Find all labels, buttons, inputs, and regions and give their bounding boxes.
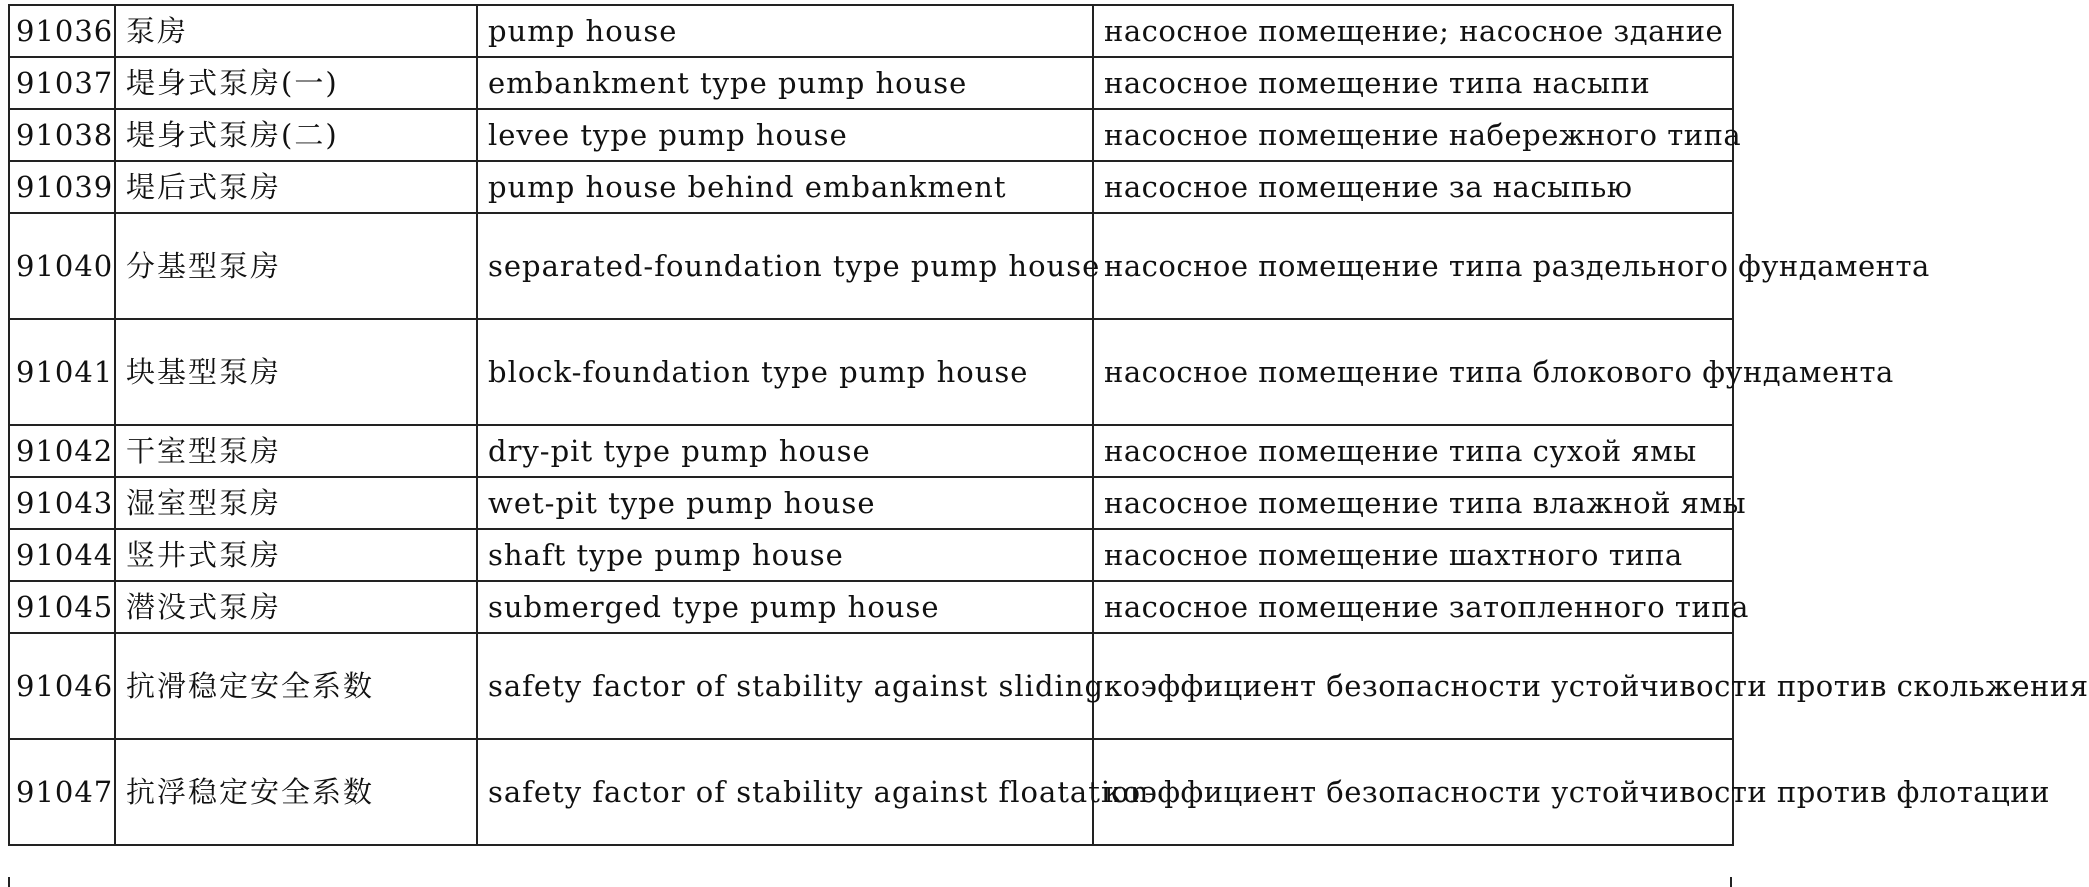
term-chinese: 抗滑稳定安全系数 bbox=[115, 633, 477, 739]
term-english: separated-foundation type pump house bbox=[477, 213, 1093, 319]
term-number: 91043 bbox=[9, 477, 115, 529]
term-english: levee type pump house bbox=[477, 109, 1093, 161]
term-russian: насосное помещение типа раздельного фундамента bbox=[1093, 213, 1733, 319]
term-chinese: 堤后式泵房 bbox=[115, 161, 477, 213]
term-chinese: 块基型泵房 bbox=[115, 319, 477, 425]
term-chinese: 堤身式泵房(一) bbox=[115, 57, 477, 109]
term-number: 91046 bbox=[9, 633, 115, 739]
term-russian: насосное помещение типа влажной ямы bbox=[1093, 477, 1733, 529]
term-russian: насосное помещение; насосное здание bbox=[1093, 5, 1733, 57]
term-chinese: 堤身式泵房(二) bbox=[115, 109, 477, 161]
term-russian: насосное помещение набережного типа bbox=[1093, 109, 1733, 161]
table-row bbox=[9, 633, 1733, 739]
table-row bbox=[9, 319, 1733, 425]
term-english: submerged type pump house bbox=[477, 581, 1093, 633]
table-row bbox=[9, 57, 1733, 109]
term-number: 91045 bbox=[9, 581, 115, 633]
term-russian: коэффициент безопасности устойчивости против скольжения bbox=[1093, 633, 1733, 739]
glossary-table bbox=[8, 4, 2089, 846]
term-number: 91047 bbox=[9, 739, 115, 845]
table-row bbox=[9, 109, 1733, 161]
term-english: block-foundation type pump house bbox=[477, 319, 1093, 425]
term-chinese: 潜没式泵房 bbox=[115, 581, 477, 633]
table-row bbox=[9, 477, 1733, 529]
term-number: 91041 bbox=[9, 319, 115, 425]
term-english: embankment type pump house bbox=[477, 57, 1093, 109]
table-row bbox=[9, 425, 1733, 477]
term-chinese: 泵房 bbox=[115, 5, 477, 57]
term-chinese: 湿室型泵房 bbox=[115, 477, 477, 529]
term-chinese: 干室型泵房 bbox=[115, 425, 477, 477]
term-number: 91037 bbox=[9, 57, 115, 109]
term-russian: насосное помещение типа насыпи bbox=[1093, 57, 1733, 109]
term-english: wet-pit type pump house bbox=[477, 477, 1093, 529]
term-english: dry-pit type pump house bbox=[477, 425, 1093, 477]
term-russian: коэффициент безопасности устойчивости против флотации bbox=[1093, 739, 1733, 845]
table-row bbox=[9, 213, 1733, 319]
term-english: pump house bbox=[477, 5, 1093, 57]
term-english: safety factor of stability against floatation bbox=[477, 739, 1093, 845]
term-english: safety factor of stability against sliding bbox=[477, 633, 1093, 739]
term-russian: насосное помещение затопленного типа bbox=[1093, 581, 1733, 633]
table-row bbox=[9, 581, 1733, 633]
term-number: 91036 bbox=[9, 5, 115, 57]
term-russian: насосное помещение за насыпью bbox=[1093, 161, 1733, 213]
term-russian: насосное помещение типа блокового фундамента bbox=[1093, 319, 1733, 425]
table-row bbox=[9, 5, 1733, 57]
term-russian: насосное помещение шахтного типа bbox=[1093, 529, 1733, 581]
table-frame-continuation bbox=[8, 877, 1732, 887]
term-english: shaft type pump house bbox=[477, 529, 1093, 581]
term-number: 91038 bbox=[9, 109, 115, 161]
term-chinese: 抗浮稳定安全系数 bbox=[115, 739, 477, 845]
table-row bbox=[9, 739, 1733, 845]
term-russian: насосное помещение типа сухой ямы bbox=[1093, 425, 1733, 477]
term-chinese: 竖井式泵房 bbox=[115, 529, 477, 581]
table-row bbox=[9, 529, 1733, 581]
term-number: 91044 bbox=[9, 529, 115, 581]
term-number: 91040 bbox=[9, 213, 115, 319]
term-english: pump house behind embankment bbox=[477, 161, 1093, 213]
table-row bbox=[9, 161, 1733, 213]
term-chinese: 分基型泵房 bbox=[115, 213, 477, 319]
term-number: 91039 bbox=[9, 161, 115, 213]
term-number: 91042 bbox=[9, 425, 115, 477]
